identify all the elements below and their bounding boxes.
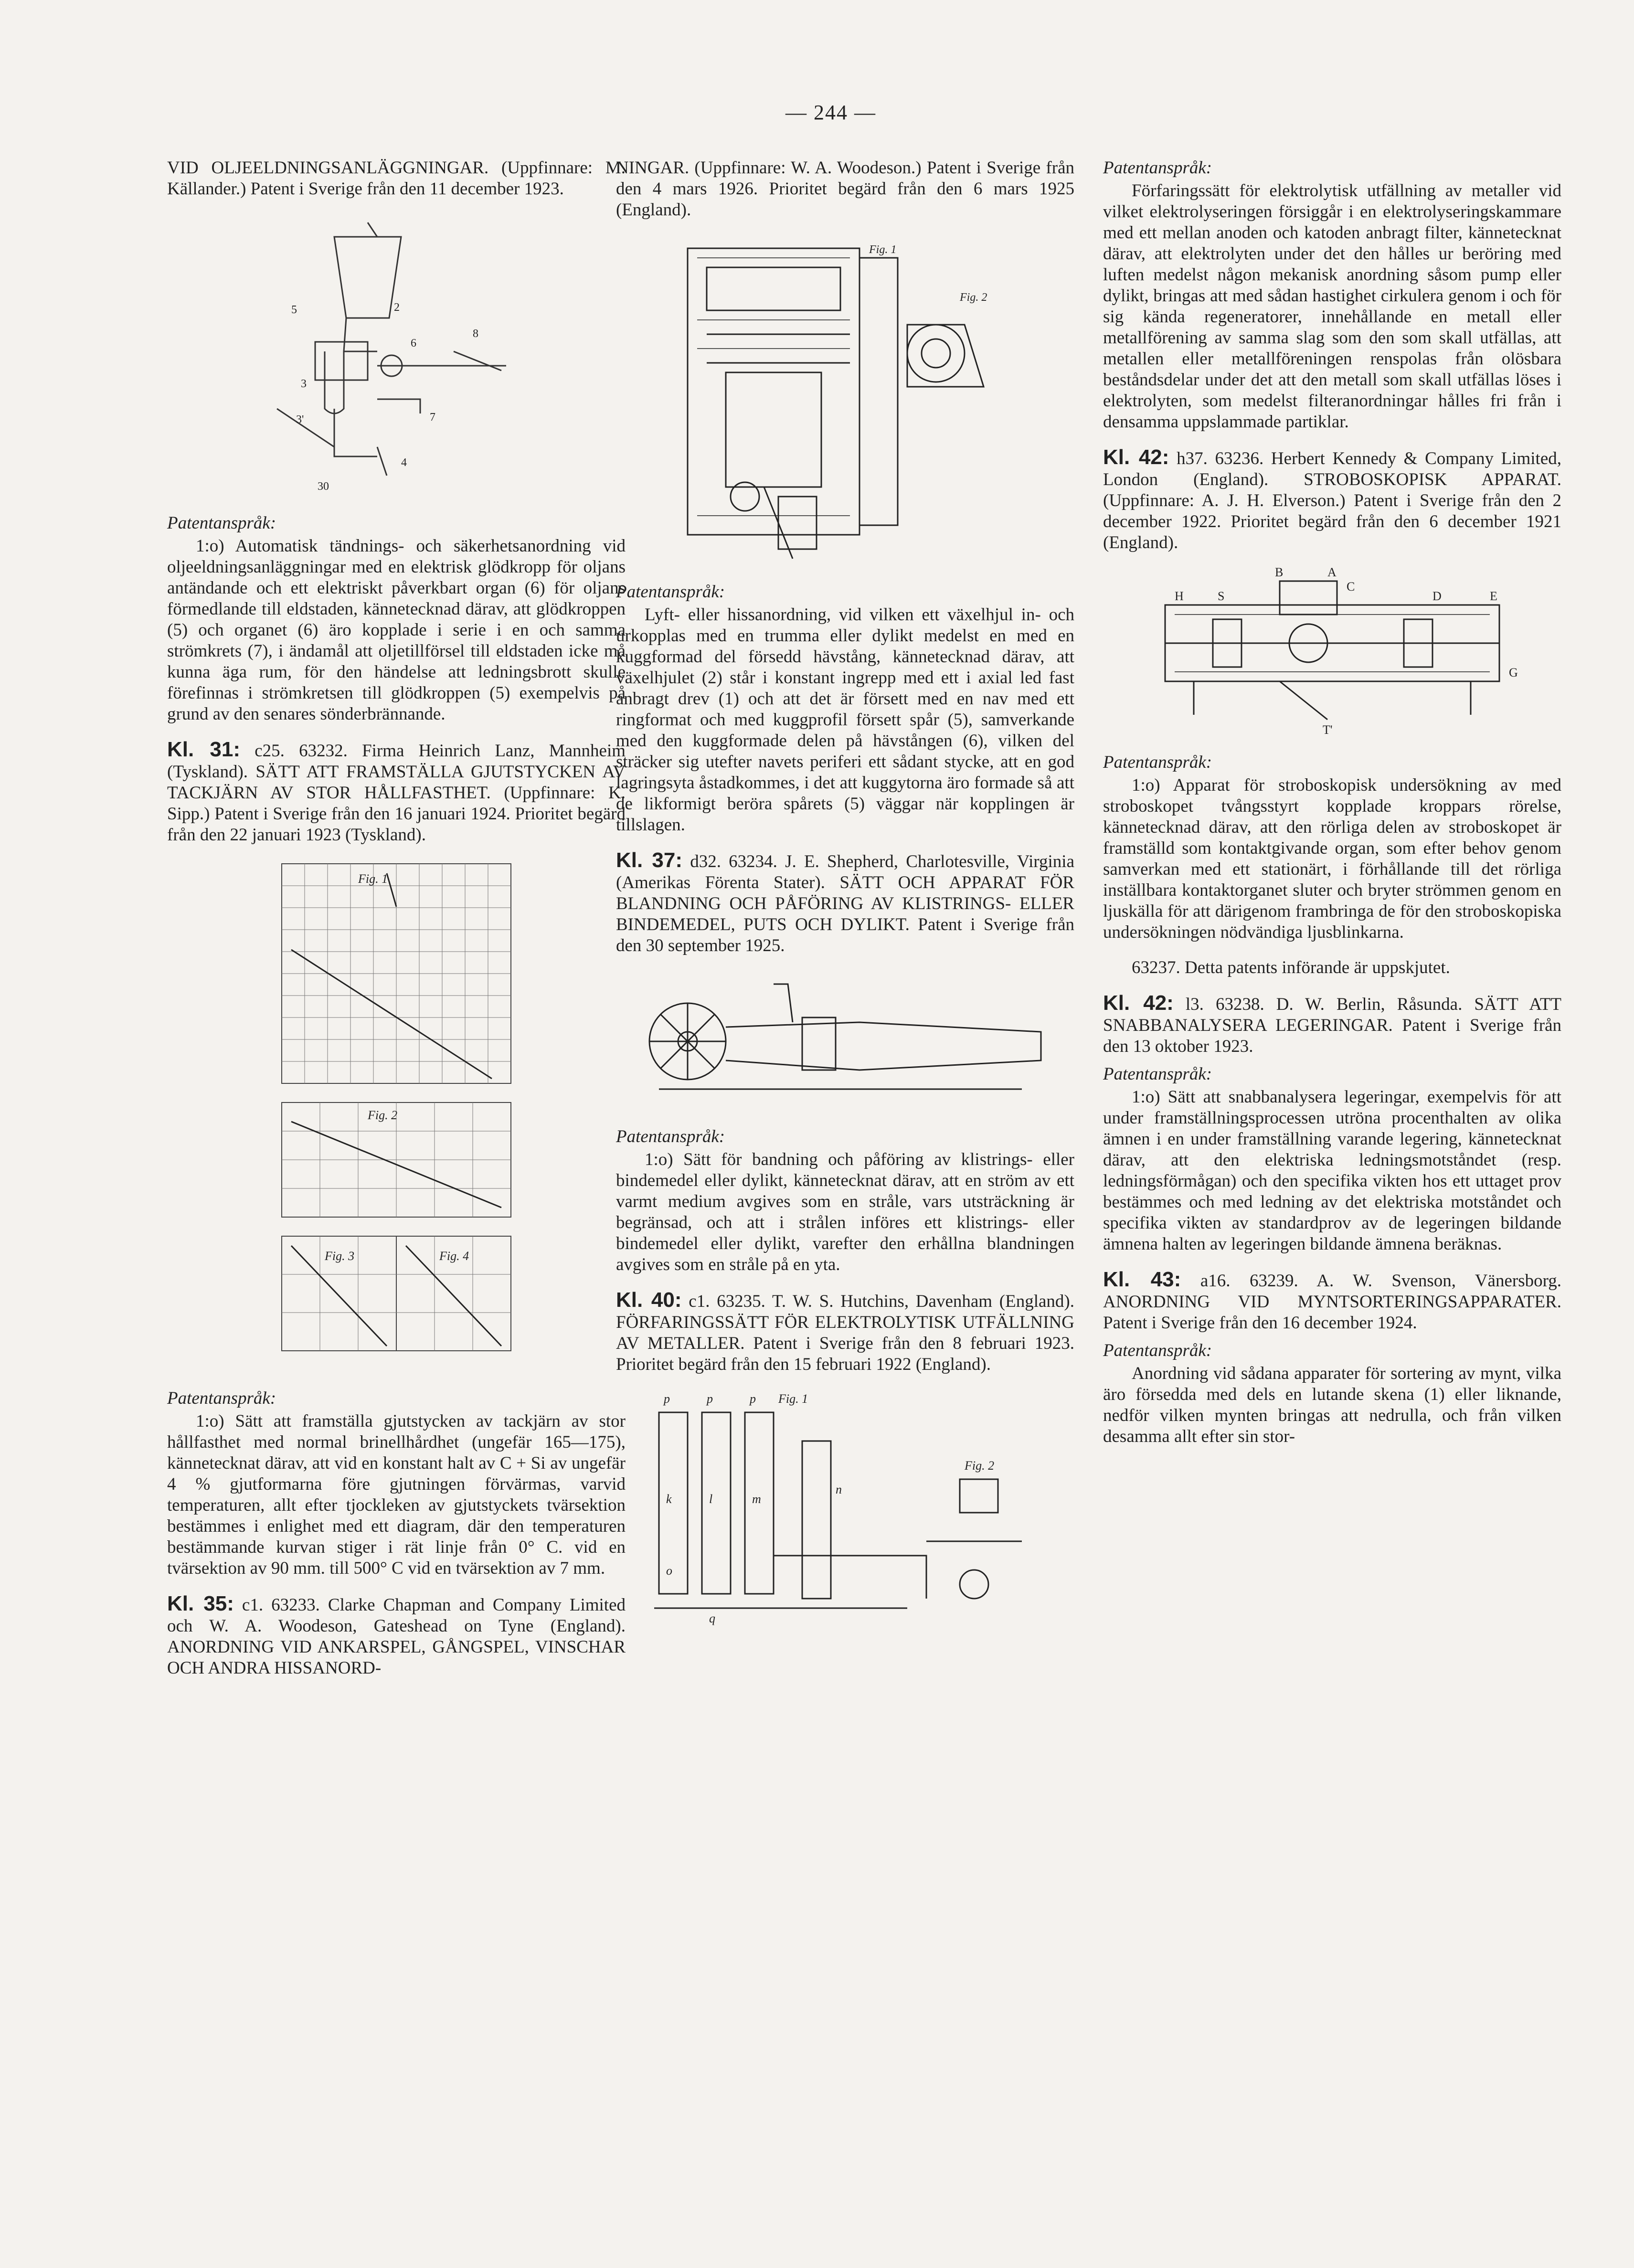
label-30: 30 [318,480,329,493]
electro-n: n [836,1483,842,1496]
claims-text: 1:o) Automatisk tändnings- och säkerhetsanordning vid oljeeldningsanläggningar med en elektrisk glödkropp för oljans antändande och ett elektriskt påverkbart organ (6) för oljans förmedlande till eldstaden, kännetecknad därav, att glödkroppen (5) och organet (6) äro kopplade i serie i en och samma strömkrets (7), i ändamål att oljetillförsel till eldstaden icke må kunna äga rum, för den händelse att ledningsbrott skulle förefinnas i strömkretsen till glödkroppen (5) exempelvis på grund av den senares sönderbrännande. [167,536,626,724]
hoist-fig2-label: Fig. 2 [960,291,987,304]
strobo-A: A [1327,565,1337,579]
graph-fig1-label: Fig. 1 [358,872,388,886]
stroboscope-drawing [1136,562,1528,743]
claims-text-4: 1:o) Sätt för bandning och påföring av klistrings- eller bindemedel eller dylikt, kännetecknat därav, att en ström av ett varmt medium avgives som en stråle, vars utsträckning är begränsad, och att i strålen införes ett klistrings- eller bindemedel eller dylikt, varefter den erhållna blandningen avgives som en stråle på en yta. [616,1150,1074,1274]
claims-text-5: Förfaringssätt för elektrolytisk utfällning av metaller vid vilket elektrolyseringen försiggår i en elektrolyseringskammare med ett mellan anoden och katoden anbragt filter, kännetecknat därav, att elektrolyten under det den hålles ur beröring med luften medelst någon mekanisk anordning såsom pump eller dylikt, bringas att med sådan hastighet cirkulera genom i och för sig kända regeneratorer, innehållande en metall eller metallförening av samma slag som den som skall utfällas, att metallen eller metallföreningen renspolas från olösbara beståndsdelar under det att den metall som skall utfällas löses i elektrolyten, som medelst filteranordningar hålles fri från i densamma uppslammade partiklar. [1103,181,1561,432]
entry-63235: c1. 63235. T. W. S. Hutchins, Davenham (England). FÖRFARINGSSÄTT FÖR ELEKTROLYTISK UTFÄLLNING AV METALLER. Patent i Sverige från den 8 februari 1923. Prioritet begärd från den 15 februari 1922 (England). [616,1292,1075,1374]
entry-63234: d32. 63234. J. E. Shepherd, Charlotesville, Virginia (Amerikas Förenta Stater). SÄTT OCH APPARAT FÖR BLANDNING OCH PÅFÖRING AV KLISTRINGS- ELLER BINDEMEDEL, PUTS OCH DYLIKT. Patent i Sverige från den 30 september 1925. [616,852,1075,955]
claims-text-3: Lyft- eller hissanordning, vid vilken ett växelhjul in- och urkopplas med en trumma eller dylikt medelst en med en kuggformad del försedd hävstång, kännetecknad därav, att växelhjulet (2) står i konstant ingrepp med ett i axial led fast anbragt drev (1) och att det är försett med en nav med ett ringformat och med kuggprofil försett spår (5), samverkande med den kuggformade delen på hävstången (6), vilken del sträcker sig utefter navets periferi ett sådant stycke, att en god lagringsyta åstadkommes, i det att kuggytorna äro formade så att de likformigt beröra spårets (5) väggar när kopplingen är tillslagen. [616,605,1074,835]
figure-graphs [167,854,626,1379]
electro-fig1: Fig. 1 [778,1392,808,1406]
electro-k: k [666,1492,672,1506]
strobo-B: B [1275,565,1284,579]
entry-63237: 63237. Detta patents införande är uppskjutet. [1132,958,1450,977]
claims-heading-2: Patentanspråk: [167,1388,276,1408]
claims-heading: Patentanspråk: [167,513,276,533]
entry-63233: c1. 63233. Clarke Chapman and Company Limited och W. A. Woodeson, Gateshead on Tyne (England). ANORDNING VID ANKARSPEL, GÅNGSPEL, VINSCHAR OCH ANDRA HISSANORD- [167,1595,626,1678]
claims-text-2: 1:o) Sätt att framställa gjutstycken av tackjärn av stor hållfasthet med normal brinellhårdhet (ungefär 165—175), kännetecknat därav, att vid en konstant halt av C + Si av ungefär 4 % gjutformarna före gjutningen förvärmas, varvid temperaturen, allt efter tjockleken av gjutstyckets tvärsektion bestämmes i enlighet med ett diagram, där den temperaturen bestämmande kurvan stiger i rät linje från 0° C. vid en tvärsektion av 90 mm. till 500° C vid en tvärsektion av 7 mm. [167,1411,626,1578]
strobo-G: G [1509,666,1518,679]
strobo-D: D [1432,589,1442,603]
electro-p3: p [750,1392,756,1406]
class-label-37: Kl. 37: [616,848,682,872]
label-4: 4 [401,456,407,469]
entry-63232: c25. 63232. Firma Heinrich Lanz, Mannheim (Tyskland). SÄTT ATT FRAMSTÄLLA GJUTSTYCKEN AV TACKJÄRN AV STOR HÅLLFASTHET. (Uppfinnare: K. Sipp.) Patent i Sverige från den 16 januari 1924. Prioritet begärd från den 22 januari 1923 (Tyskland). [167,741,626,845]
claims-heading-8: Patentanspråk: [1103,1341,1212,1360]
claims-heading-4: Patentanspråk: [616,1127,725,1146]
label-7: 7 [430,411,435,424]
graph-fig2-label: Fig. 2 [368,1108,398,1122]
column-3 [1103,158,1561,1447]
figure-hoist [616,229,1074,573]
electro-q: q [709,1611,715,1625]
entry-63236: h37. 63236. Herbert Kennedy & Company Limited, London (England). STROBOSKOPISK APPARAT. (Uppfinnare: A. J. H. Elverson.) Patent i Sverige från den 2 december 1922. Prioritet begärd från den 6 december 1921 (England). [1103,449,1562,552]
class-label-35: Kl. 35: [167,1592,234,1615]
strobo-S: S [1218,589,1225,603]
entry-63239: a16. 63239. A. W. Svenson, Vänersborg. ANORDNING VID MYNTSORTERINGSAPPARATER. Patent i Sverige från den 16 december 1924. [1103,1271,1561,1333]
claims-text-6: 1:o) Apparat för stroboskopisk undersökning av med stroboskopet tvångsstyrt kopplade kroppars rörelse, kännetecknad därav, att den rörliga delen av stroboskopet är framställd som kontaktgivande organ, som efter behov genom samverkan med ett stationärt, i förhållande till det rörliga inställbara kontaktorganet sluter och bryter strömmen genom en ljuskälla för att därigenom frambringa de för den stroboskopiska undersökningen nödvändiga ljusblinkarna. [1103,775,1561,942]
claims-text-8: Anordning vid sådana apparater för sortering av mynt, vilka äro försedda med dels en lutande skena (1) eller liknande, nedför vilken mynten bringas att nedrulla, och från vilken desamma allt efter sin stor- [1103,1364,1561,1446]
electro-l: l [709,1492,713,1506]
page-number: — 244 — [785,101,876,124]
label-6: 6 [411,337,416,350]
strobo-H: H [1175,589,1184,603]
label-5: 5 [291,304,297,316]
figure-sprayer [616,965,1074,1118]
claims-text-7: 1:o) Sätt att snabbanalysera legeringar, exempelvis för att under framställningsprocessen utröna procenthalten av olika ämnen i en under framställning varande legering, kännetecknat därav, att den elektriska ledningsmotståndet (resp. ledningsförmågan) och den specifika vikten hos ett uttaget prov bestämmes och med ledning av det elektriska motståndet och specifika vikten av standardprov av de legeringen bildande ämnena halten av legeringen bildande ämnena beräknas. [1103,1087,1561,1254]
electro-p1: p [664,1392,670,1406]
class-label-43: Kl. 43: [1103,1268,1181,1291]
label-8: 8 [473,328,478,340]
strobo-T: T' [1323,723,1333,737]
electrolysis-drawing [640,1384,1050,1632]
hoist-drawing [649,229,1041,573]
claims-heading-7: Patentanspråk: [1103,1064,1212,1084]
entry-63238: l3. 63238. D. W. Berlin, Råsunda. SÄTT ATT SNABBANALYSERA LEGERINGAR. Patent i Sverige från den 13 oktober 1923. [1103,995,1562,1056]
label-3: 3 [301,378,307,390]
claims-heading-5: Patentanspråk: [1103,158,1212,178]
graph-fig3-label: Fig. 3 [325,1249,355,1263]
entry-intro: VID OLJEELDNINGSANLÄGGNINGAR. (Uppfinnare: M. Källander.) Patent i Sverige från den 11 december 1923. [167,158,626,199]
column-1 [167,158,626,1679]
strobo-E: E [1490,589,1497,603]
hoist-fig1-label: Fig. 1 [869,244,897,256]
class-label-42b: Kl. 42: [1103,991,1174,1015]
class-label-42a: Kl. 42: [1103,445,1169,469]
class-label-40: Kl. 40: [616,1288,682,1312]
graph-fig4-label: Fig. 4 [439,1249,469,1263]
claims-heading-6: Patentanspråk: [1103,752,1212,772]
claims-heading-3: Patentanspråk: [616,582,725,602]
oil-burner-drawing [263,208,530,504]
label-3prime: 3' [296,413,304,426]
figure-stroboscope [1103,562,1561,743]
figure-electrolysis [616,1384,1074,1632]
electro-p2: p [707,1392,713,1406]
label-2: 2 [394,301,400,314]
column-2 [616,158,1074,1641]
strobo-C: C [1347,580,1355,593]
electro-fig2: Fig. 2 [965,1459,995,1473]
entry-63233-cont: NINGAR. (Uppfinnare: W. A. Woodeson.) Patent i Sverige från den 4 mars 1926. Prioritet begärd från den 6 mars 1925 (England). [616,158,1074,220]
figure-oil-burner [167,208,626,504]
class-label-31: Kl. 31: [167,738,241,761]
temperature-graph-drawing [253,854,540,1379]
electro-o: o [666,1564,672,1578]
electro-m: m [752,1492,761,1506]
sprayer-drawing [630,965,1060,1118]
